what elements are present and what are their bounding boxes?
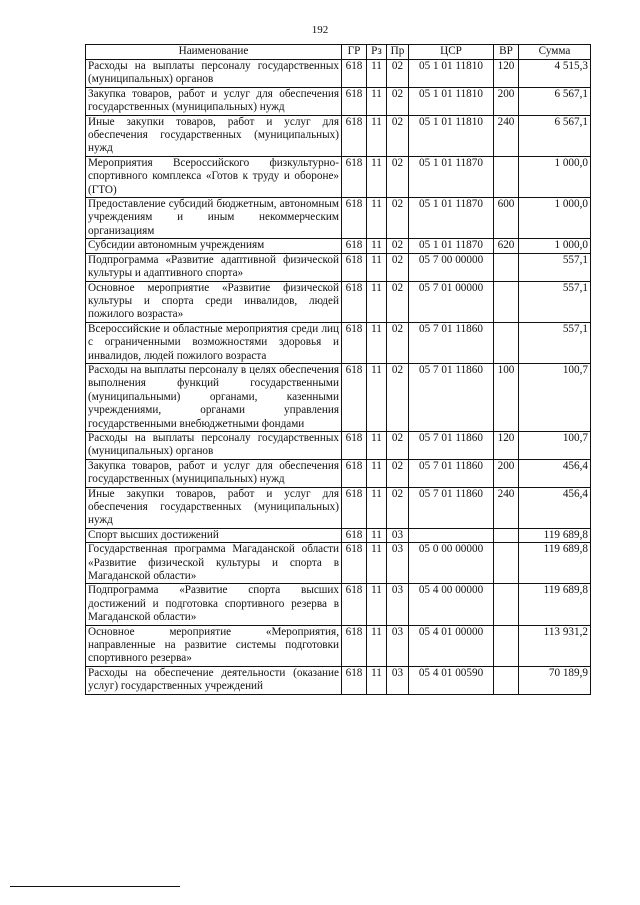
cell-csr: 05 4 01 00590 (409, 666, 494, 694)
table-header-row (86, 45, 591, 60)
cell-name: Расходы на выплаты персоналу государственных (муниципальных) органов (86, 60, 342, 88)
cell-sum: 557,1 (519, 281, 591, 322)
cell-vr (494, 543, 519, 584)
table-row (86, 322, 591, 363)
table-row (86, 431, 591, 459)
cell-rz: 11 (367, 528, 387, 542)
cell-rz: 11 (367, 459, 387, 487)
cell-csr: 05 7 01 11860 (409, 459, 494, 487)
cell-csr: 05 4 00 00000 (409, 584, 494, 625)
cell-sum: 4 515,3 (519, 60, 591, 88)
table-row (86, 666, 591, 694)
cell-gr: 618 (342, 322, 367, 363)
cell-csr: 05 7 01 11860 (409, 322, 494, 363)
cell-name: Государственная программа Магаданской области «Развитие физической культуры и спорта в Магаданской области» (86, 543, 342, 584)
table-row (86, 281, 591, 322)
cell-csr: 05 4 01 00000 (409, 625, 494, 666)
cell-name: Расходы на обеспечение деятельности (оказание услуг) государственных учреждений (86, 666, 342, 694)
cell-gr: 618 (342, 363, 367, 431)
cell-pr: 02 (387, 487, 409, 528)
table-row (86, 363, 591, 431)
cell-vr: 120 (494, 60, 519, 88)
cell-rz: 11 (367, 322, 387, 363)
cell-pr: 02 (387, 156, 409, 197)
cell-name: Всероссийские и областные мероприятия среди лиц с ограниченными возможностями здоровья и инвалидов, людей пожилого возраста (86, 322, 342, 363)
header-rz: Рз (367, 45, 387, 60)
table-row (86, 156, 591, 197)
table-row (86, 528, 591, 542)
header-gr: ГР (342, 45, 367, 60)
cell-sum: 119 689,8 (519, 543, 591, 584)
cell-vr: 200 (494, 87, 519, 115)
cell-csr: 05 1 01 11870 (409, 239, 494, 253)
cell-pr: 02 (387, 431, 409, 459)
cell-csr: 05 7 01 00000 (409, 281, 494, 322)
cell-rz: 11 (367, 584, 387, 625)
footnote-separator (10, 886, 180, 887)
cell-rz: 11 (367, 239, 387, 253)
cell-name: Субсидии автономным учреждениям (86, 239, 342, 253)
budget-table (85, 44, 591, 695)
cell-gr: 618 (342, 281, 367, 322)
cell-pr: 02 (387, 363, 409, 431)
cell-name: Подпрограмма «Развитие спорта высших достижений и подготовка спортивного резерва в Магаданской области» (86, 584, 342, 625)
cell-sum: 119 689,8 (519, 528, 591, 542)
cell-csr: 05 0 00 00000 (409, 543, 494, 584)
cell-rz: 11 (367, 543, 387, 584)
cell-sum: 456,4 (519, 487, 591, 528)
table-row (86, 543, 591, 584)
cell-name: Основное мероприятие «Мероприятия, направленные на развитие системы подготовки спортивного резерва» (86, 625, 342, 666)
cell-sum: 1 000,0 (519, 198, 591, 239)
cell-csr: 05 1 01 11870 (409, 198, 494, 239)
cell-pr: 02 (387, 60, 409, 88)
cell-name: Расходы на выплаты персоналу в целях обеспечения выполнения функций государственными (муниципальными) органами, казенными учреждениями, органами управления государственными внебюджетными фондами (86, 363, 342, 431)
cell-sum: 1 000,0 (519, 239, 591, 253)
cell-gr: 618 (342, 115, 367, 156)
table-row (86, 198, 591, 239)
cell-sum: 6 567,1 (519, 87, 591, 115)
cell-csr: 05 1 01 11810 (409, 60, 494, 88)
cell-gr: 618 (342, 87, 367, 115)
cell-vr: 120 (494, 431, 519, 459)
cell-vr (494, 625, 519, 666)
cell-name: Закупка товаров, работ и услуг для обеспечения государственных (муниципальных) нужд (86, 87, 342, 115)
cell-gr: 618 (342, 198, 367, 239)
cell-vr (494, 528, 519, 542)
cell-name: Иные закупки товаров, работ и услуг для обеспечения государственных (муниципальных) нужд (86, 115, 342, 156)
cell-csr: 05 7 01 11860 (409, 363, 494, 431)
cell-vr: 100 (494, 363, 519, 431)
table-row (86, 115, 591, 156)
table-row (86, 487, 591, 528)
cell-pr: 02 (387, 253, 409, 281)
cell-rz: 11 (367, 281, 387, 322)
cell-sum: 1 000,0 (519, 156, 591, 197)
cell-gr: 618 (342, 156, 367, 197)
cell-vr (494, 156, 519, 197)
cell-sum: 100,7 (519, 431, 591, 459)
header-sum: Сумма (519, 45, 591, 60)
cell-name: Подпрограмма «Развитие адаптивной физической культуры и адаптивного спорта» (86, 253, 342, 281)
cell-gr: 618 (342, 543, 367, 584)
header-pr: Пр (387, 45, 409, 60)
cell-csr (409, 528, 494, 542)
cell-sum: 119 689,8 (519, 584, 591, 625)
cell-csr: 05 7 01 11860 (409, 431, 494, 459)
cell-csr: 05 1 01 11870 (409, 156, 494, 197)
cell-csr: 05 1 01 11810 (409, 87, 494, 115)
cell-vr (494, 281, 519, 322)
cell-name: Спорт высших достижений (86, 528, 342, 542)
cell-sum: 113 931,2 (519, 625, 591, 666)
cell-gr: 618 (342, 666, 367, 694)
cell-gr: 618 (342, 625, 367, 666)
cell-pr: 02 (387, 239, 409, 253)
cell-vr (494, 322, 519, 363)
cell-gr: 618 (342, 487, 367, 528)
cell-name: Расходы на выплаты персоналу государственных (муниципальных) органов (86, 431, 342, 459)
cell-name: Закупка товаров, работ и услуг для обеспечения государственных (муниципальных) нужд (86, 459, 342, 487)
header-csr: ЦСР (409, 45, 494, 60)
cell-name: Предоставление субсидий бюджетным, автономным учреждениям и иным некоммерческим организациям (86, 198, 342, 239)
cell-rz: 11 (367, 431, 387, 459)
cell-gr: 618 (342, 60, 367, 88)
cell-pr: 03 (387, 625, 409, 666)
cell-rz: 11 (367, 625, 387, 666)
table-row (86, 584, 591, 625)
cell-name: Мероприятия Всероссийского физкультурно-спортивного комплекса «Готов к труду и обороне» (ГТО) (86, 156, 342, 197)
cell-pr: 02 (387, 87, 409, 115)
table-row (86, 459, 591, 487)
cell-gr: 618 (342, 253, 367, 281)
cell-pr: 02 (387, 198, 409, 239)
cell-csr: 05 1 01 11810 (409, 115, 494, 156)
cell-rz: 11 (367, 666, 387, 694)
cell-vr: 620 (494, 239, 519, 253)
cell-pr: 02 (387, 281, 409, 322)
cell-pr: 02 (387, 115, 409, 156)
cell-csr: 05 7 01 11860 (409, 487, 494, 528)
cell-rz: 11 (367, 60, 387, 88)
header-vr: ВР (494, 45, 519, 60)
table-row (86, 239, 591, 253)
cell-sum: 70 189,9 (519, 666, 591, 694)
header-name: Наименование (86, 45, 342, 60)
cell-vr: 240 (494, 487, 519, 528)
cell-rz: 11 (367, 363, 387, 431)
cell-sum: 557,1 (519, 322, 591, 363)
cell-rz: 11 (367, 115, 387, 156)
cell-pr: 02 (387, 322, 409, 363)
cell-rz: 11 (367, 253, 387, 281)
cell-vr: 240 (494, 115, 519, 156)
cell-rz: 11 (367, 87, 387, 115)
cell-pr: 03 (387, 666, 409, 694)
cell-csr: 05 7 00 00000 (409, 253, 494, 281)
cell-name: Иные закупки товаров, работ и услуг для обеспечения государственных (муниципальных) нужд (86, 487, 342, 528)
page-number: 192 (311, 24, 329, 36)
cell-gr: 618 (342, 239, 367, 253)
cell-sum: 6 567,1 (519, 115, 591, 156)
cell-rz: 11 (367, 156, 387, 197)
table-row (86, 625, 591, 666)
cell-sum: 100,7 (519, 363, 591, 431)
cell-vr: 200 (494, 459, 519, 487)
cell-rz: 11 (367, 487, 387, 528)
table-row (86, 87, 591, 115)
cell-gr: 618 (342, 528, 367, 542)
table-row (86, 253, 591, 281)
cell-pr: 03 (387, 528, 409, 542)
cell-vr: 600 (494, 198, 519, 239)
cell-pr: 02 (387, 459, 409, 487)
cell-vr (494, 584, 519, 625)
cell-vr (494, 666, 519, 694)
cell-gr: 618 (342, 459, 367, 487)
cell-vr (494, 253, 519, 281)
cell-gr: 618 (342, 584, 367, 625)
cell-pr: 03 (387, 584, 409, 625)
cell-sum: 557,1 (519, 253, 591, 281)
cell-rz: 11 (367, 198, 387, 239)
cell-gr: 618 (342, 431, 367, 459)
cell-name: Основное мероприятие «Развитие физической культуры и спорта среди инвалидов, людей пожилого возраста» (86, 281, 342, 322)
cell-sum: 456,4 (519, 459, 591, 487)
table-row (86, 60, 591, 88)
cell-pr: 03 (387, 543, 409, 584)
